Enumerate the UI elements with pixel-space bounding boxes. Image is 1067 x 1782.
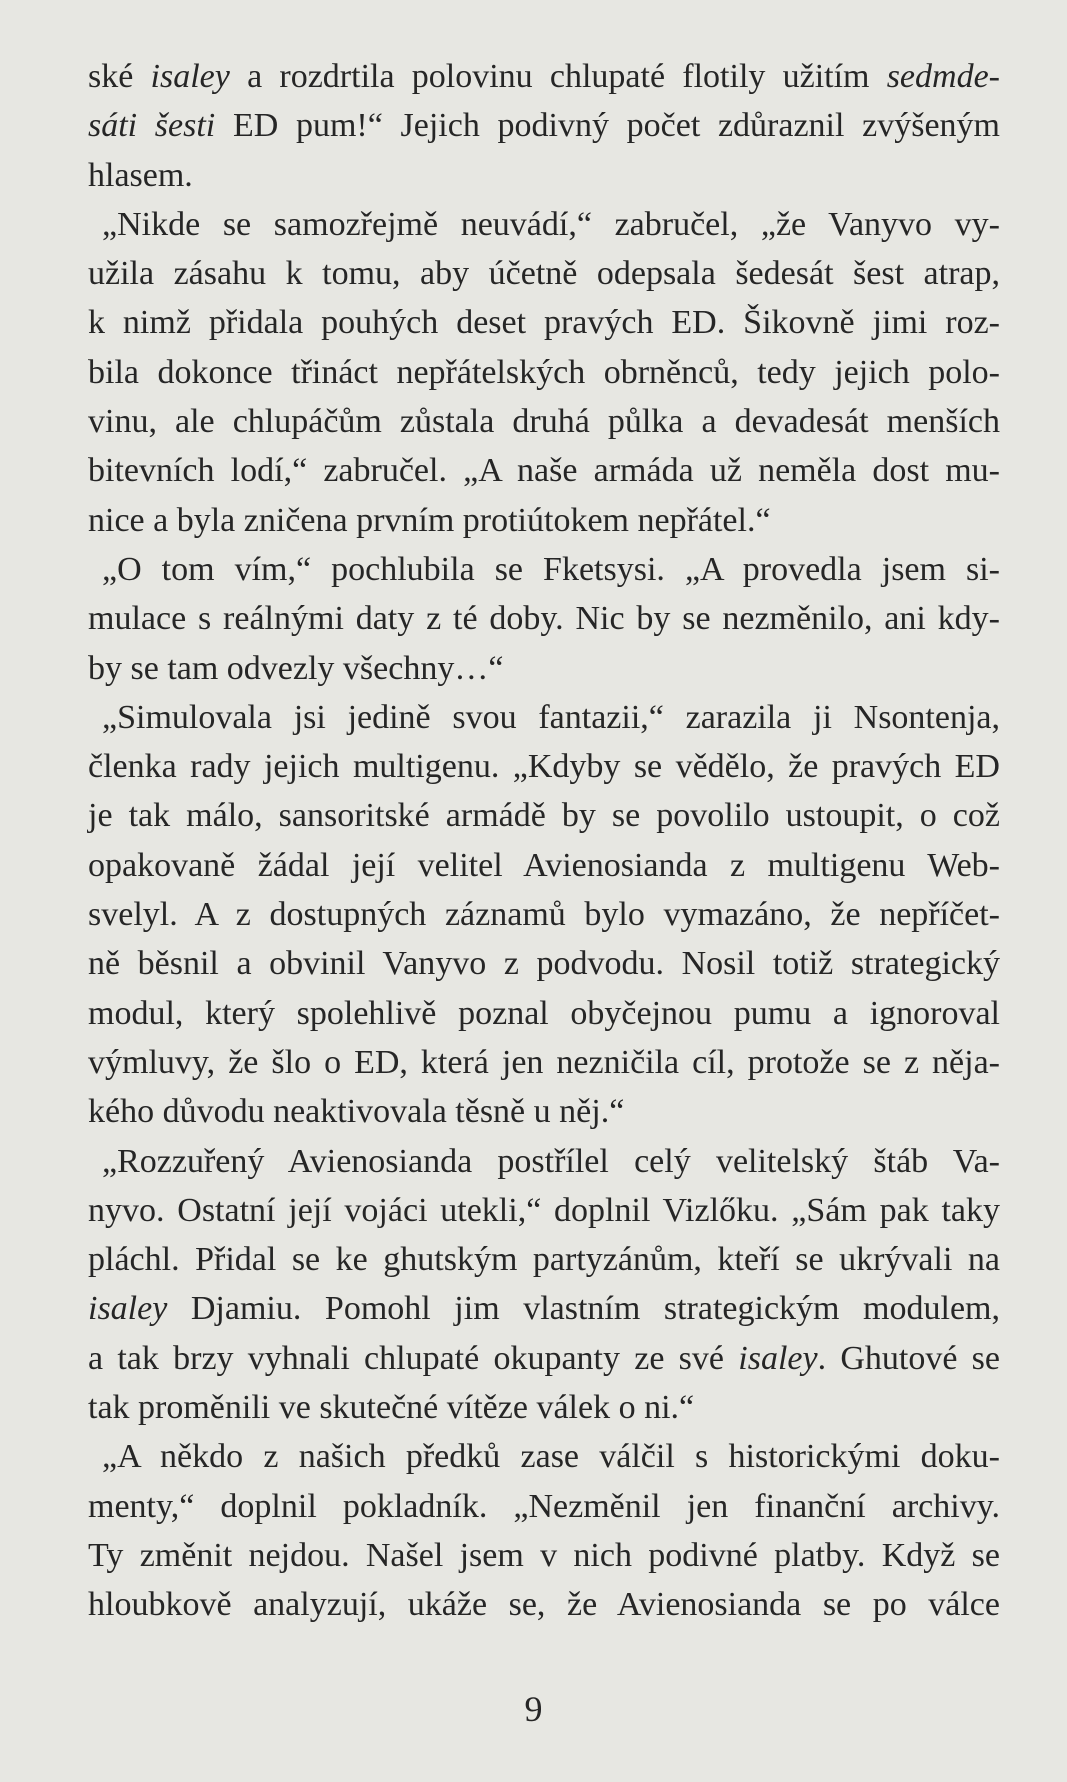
text-line: vinu, ale chlupáčům zůstala druhá půlka a devadesát menších	[88, 403, 1000, 441]
text-line: opakovaně žádal její velitel Avienosianda z multigenu Web-	[88, 846, 1000, 884]
text-line: nyvo. Ostatní její vojáci utekli,“ doplnil Vizlőku. „Sám pak taky	[88, 1191, 1000, 1229]
text-line: Ty změnit nejdou. Našel jsem v nich podivné platby. Když se	[88, 1536, 1000, 1574]
text-line: tak proměnili ve skutečné vítěze válek o ni.“	[88, 1389, 695, 1427]
text-line: ské isaley a rozdrtila polovinu chlupaté flotily užitím sedmde-	[88, 58, 1000, 95]
text-line: členka rady jejich multigenu. „Kdyby se vědělo, že pravých ED	[88, 748, 1000, 786]
text-line: je tak málo, sansoritské armádě by se povolilo ustoupit, o což	[88, 797, 1000, 835]
text-line: „Rozzuřený Avienosianda postřílel celý velitelský štáb Va-	[102, 1142, 1000, 1180]
text-line: ně běsnil a obvinil Vanyvo z podvodu. Nosil totiž strategický	[88, 945, 1000, 983]
text-line: modul, který spolehlivě poznal obyčejnou pumu a ignoroval	[88, 994, 1000, 1032]
text-line: „A někdo z našich předků zase válčil s historickými doku-	[102, 1438, 1000, 1476]
text-line: menty,“ doplnil pokladník. „Nezměnil jen finanční archivy.	[88, 1487, 1000, 1525]
text-line: a tak brzy vyhnali chlupaté okupanty ze své isaley. Ghutové se	[88, 1339, 1000, 1377]
italic-term: sedmde-	[886, 58, 1000, 95]
italic-term: isaley	[88, 1290, 168, 1328]
italic-term: isaley	[738, 1339, 818, 1377]
text-line: isaley Djamiu. Pomohl jim vlastním strategickým modulem,	[88, 1290, 1000, 1328]
page-number: 9	[524, 1689, 543, 1729]
text-line: by se tam odvezly všechny…“	[88, 649, 504, 687]
text-line: bitevních lodí,“ zabručel. „A naše armáda už neměla dost mu-	[88, 452, 1000, 490]
text-line: k nimž přidala pouhých deset pravých ED. Šikovně jimi roz-	[88, 304, 1000, 342]
text-line: bila dokonce třináct nepřátelských obrněnců, tedy jejich polo-	[88, 353, 1000, 391]
text-line: kého důvodu neaktivovala těsně u něj.“	[88, 1093, 625, 1131]
text-line: užila zásahu k tomu, aby účetně odepsala šedesát šest atrap,	[88, 255, 1000, 293]
text-line: hloubkově analyzují, ukáže se, že Avienosianda se po válce	[88, 1586, 1000, 1624]
book-page-text	[88, 52, 1000, 1630]
text-line: nice a byla zničena prvním protiútokem nepřátel.“	[88, 501, 771, 539]
text-line: „Nikde se samozřejmě neuvádí,“ zabručel, „že Vanyvo vy-	[102, 205, 1000, 243]
text-line: hlasem.	[88, 156, 193, 194]
text-line: výmluvy, že šlo o ED, která jen nezničila cíl, protože se z něja-	[88, 1043, 1000, 1081]
text-line: sáti šesti ED pum!“ Jejich podivný počet zdůraznil zvýšeným	[88, 107, 1000, 145]
text-line: „O tom vím,“ pochlubila se Fketsysi. „A provedla jsem si-	[102, 550, 1000, 588]
text-line: „Simulovala jsi jedině svou fantazii,“ zarazila ji Nsontenja,	[102, 698, 1000, 736]
text-line: mulace s reálnými daty z té doby. Nic by se nezměnilo, ani kdy-	[88, 600, 1000, 638]
text-line: pláchl. Přidal se ke ghutským partyzánům, kteří se ukrývali na	[88, 1241, 1000, 1279]
italic-term: sáti šesti	[88, 107, 216, 145]
text-line: svelyl. A z dostupných záznamů bylo vymazáno, že nepříčet-	[88, 896, 1000, 934]
italic-term: isaley	[150, 58, 230, 95]
